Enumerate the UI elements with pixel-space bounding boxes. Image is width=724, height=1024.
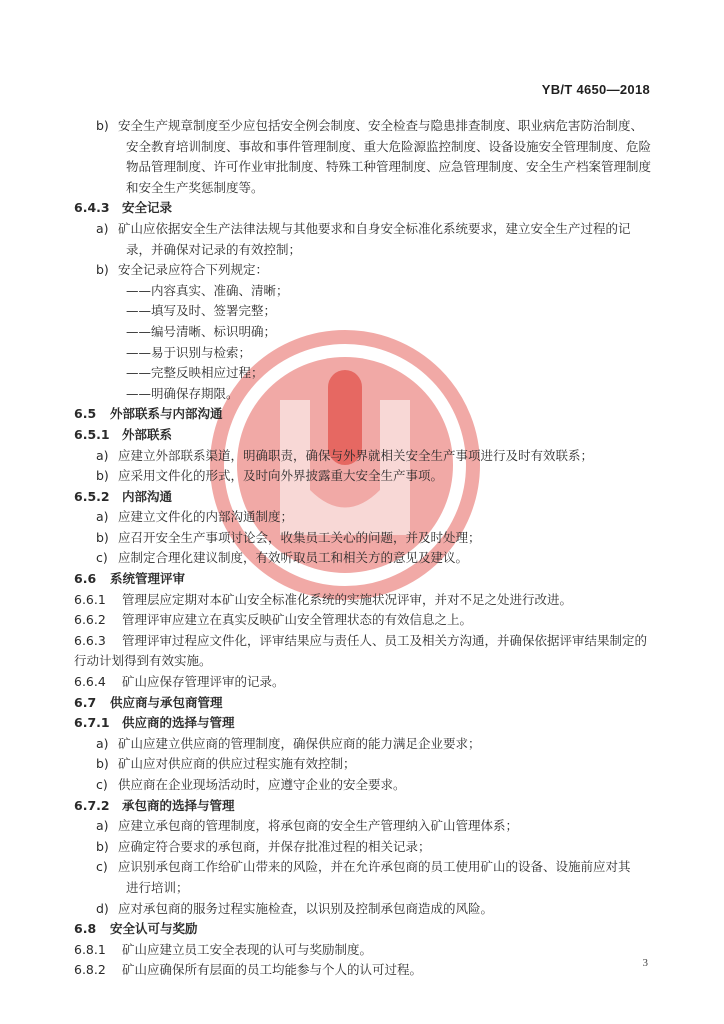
clause-number: 6.8.2: [74, 962, 106, 978]
line-text: 安全记录: [122, 200, 173, 216]
list-item: [74, 219, 654, 240]
standard-code: YB/T 4650—2018: [541, 82, 650, 97]
list-marker: c): [96, 859, 108, 875]
section-heading: [74, 713, 654, 734]
numbered-clause: [74, 610, 654, 631]
clause-number: 6.5.2: [74, 488, 110, 504]
line-text: 系统管理评审: [110, 571, 186, 587]
list-item: [74, 816, 654, 837]
line-text: ——填写及时、签署完整；: [126, 303, 277, 319]
dash-list-item: [74, 281, 654, 302]
line-text: 管理评审过程应文件化，评审结果应与责任人、员工及相关方沟通，并确保依据评审结果制定的: [122, 632, 648, 648]
line-text: 矿山应依据安全生产法律法规与其他要求和自身安全标准化系统要求，建立安全生产过程的记: [118, 220, 631, 236]
list-item-continuation: [74, 157, 654, 178]
line-text: 行动计划得到有效实施。: [74, 653, 212, 669]
line-text: 供应商在企业现场活动时，应遵守企业的安全要求。: [118, 777, 406, 792]
list-item: [74, 899, 654, 920]
list-item: [74, 734, 654, 755]
line-text: 应确定符合要求的承包商，并保存批准过程的相关记录；: [118, 838, 431, 854]
list-item: [74, 775, 654, 796]
line-text: 承包商的选择与管理: [122, 797, 235, 813]
clause-number: 6.7.2: [74, 797, 110, 813]
line-text: 内部沟通: [122, 488, 173, 504]
line-text: ——编号清晰、标识明确；: [126, 323, 277, 339]
line-text: ——明确保存期限。: [126, 385, 239, 401]
line-text: 应制定合理化建议制度，有效听取员工和相关方的意见及建议。: [118, 550, 469, 566]
line-text: 管理评审应建立在真实反映矿山安全管理状态的有效信息之上。: [122, 612, 473, 628]
numbered-clause: [74, 590, 654, 611]
line-text: 矿山应对供应商的供应过程实施有效控制；: [118, 756, 356, 772]
line-text: 安全生产规章制度至少应包括安全例会制度、安全检查与隐患排查制度、职业病危害防治制度、: [118, 118, 644, 133]
list-marker: a): [96, 220, 109, 236]
list-marker: d): [96, 900, 109, 916]
list-item: [74, 466, 654, 487]
list-marker: b): [96, 756, 109, 772]
clause-number: 6.8: [74, 921, 97, 937]
line-text: 安全认可与奖励: [110, 921, 198, 937]
list-marker: b): [96, 529, 109, 545]
list-item-continuation: [74, 878, 654, 899]
line-text: 应采用文件化的形式，及时向外界披露重大安全生产事项。: [118, 468, 444, 484]
section-heading: [74, 796, 654, 817]
line-text: 物品管理制度、许可作业审批制度、特殊工种管理制度、应急管理制度、安全生产档案管理制度: [126, 159, 652, 175]
list-item: [74, 837, 654, 858]
line-text: 应召开安全生产事项讨论会，收集员工关心的问题，并及时处理；: [118, 529, 481, 545]
section-heading: [74, 425, 654, 446]
list-marker: b): [96, 468, 109, 484]
section-heading: [74, 404, 654, 425]
list-item: [74, 260, 654, 281]
line-text: 矿山应建立员工安全表现的认可与奖励制度。: [122, 941, 373, 957]
line-text: 应对承包商的服务过程实施检查，以识别及控制承包商造成的风险。: [118, 900, 494, 916]
list-marker: b): [96, 118, 109, 133]
list-item-continuation: [74, 137, 654, 158]
line-text: ——完整反映相应过程；: [126, 365, 264, 381]
list-marker: a): [96, 447, 109, 463]
line-text: ——易于识别与检索；: [126, 344, 252, 360]
line-text: 矿山应建立供应商的管理制度，确保供应商的能力满足企业要求；: [118, 735, 481, 751]
clause-number: 6.7.1: [74, 715, 110, 731]
dash-list-item: [74, 301, 654, 322]
clause-number: 6.6.1: [74, 591, 106, 607]
list-marker: c): [96, 777, 108, 792]
line-text: 应建立外部联系渠道，明确职责，确保与外界就相关安全生产事项进行及时有效联系；: [118, 447, 594, 463]
clause-number: 6.5.1: [74, 426, 110, 442]
list-item: [74, 528, 654, 549]
dash-list-item: [74, 384, 654, 405]
line-text: 和安全生产奖惩制度等。: [126, 179, 264, 195]
clause-number: 6.6.3: [74, 632, 106, 648]
clause-number: 6.4.3: [74, 200, 110, 216]
list-item-continuation: [74, 178, 654, 199]
line-text: 安全记录应符合下列规定：: [118, 262, 269, 278]
section-heading: [74, 693, 654, 714]
document-body: [74, 116, 654, 981]
line-text: 应建立承包商的管理制度，将承包商的安全生产管理纳入矿山管理体系；: [118, 818, 519, 834]
clause-number: 6.7: [74, 694, 97, 710]
line-text: 供应商的选择与管理: [122, 715, 235, 731]
list-marker: b): [96, 262, 109, 278]
line-text: 进行培训；: [126, 879, 189, 895]
clause-number: 6.8.1: [74, 941, 106, 957]
section-heading: [74, 569, 654, 590]
list-marker: b): [96, 838, 109, 854]
list-marker: a): [96, 818, 109, 834]
line-text: ——内容真实、准确、清晰；: [126, 282, 289, 298]
paragraph-line: [74, 651, 654, 672]
line-text: 矿山应确保所有层面的员工均能参与个人的认可过程。: [122, 962, 423, 978]
line-text: 矿山应保存管理评审的记录。: [122, 674, 285, 690]
clause-number: 6.6.2: [74, 612, 106, 628]
clause-number: 6.5: [74, 406, 97, 422]
list-item: [74, 548, 654, 569]
list-marker: a): [96, 509, 109, 525]
page-number: 3: [642, 957, 648, 969]
list-item: [74, 116, 654, 137]
line-text: 外部联系与内部沟通: [110, 406, 223, 422]
list-item: [74, 446, 654, 467]
line-text: 安全教育培训制度、事故和事件管理制度、重大危险源监控制度、设备设施安全管理制度、危险: [126, 138, 652, 154]
line-text: 管理层应定期对本矿山安全标准化系统的实施状况评审，并对不足之处进行改进。: [122, 591, 573, 607]
list-marker: c): [96, 550, 108, 566]
numbered-clause: [74, 631, 654, 652]
dash-list-item: [74, 363, 654, 384]
numbered-clause: [74, 672, 654, 693]
list-item: [74, 857, 654, 878]
numbered-clause: [74, 940, 654, 961]
line-text: 录，并确保对记录的有效控制；: [126, 241, 302, 257]
dash-list-item: [74, 322, 654, 343]
line-text: 供应商与承包商管理: [110, 694, 223, 710]
clause-number: 6.6: [74, 571, 97, 587]
line-text: 应识别承包商工作给矿山带来的风险，并在允许承包商的员工使用矿山的设备、设施前应对其: [118, 859, 631, 875]
dash-list-item: [74, 343, 654, 364]
clause-number: 6.6.4: [74, 674, 106, 690]
list-item: [74, 507, 654, 528]
numbered-clause: [74, 960, 654, 981]
section-heading: [74, 198, 654, 219]
list-item-continuation: [74, 240, 654, 261]
section-heading: [74, 919, 654, 940]
line-text: 应建立文件化的内部沟通制度；: [118, 509, 294, 525]
list-marker: a): [96, 735, 109, 751]
section-heading: [74, 487, 654, 508]
list-item: [74, 754, 654, 775]
line-text: 外部联系: [122, 426, 173, 442]
